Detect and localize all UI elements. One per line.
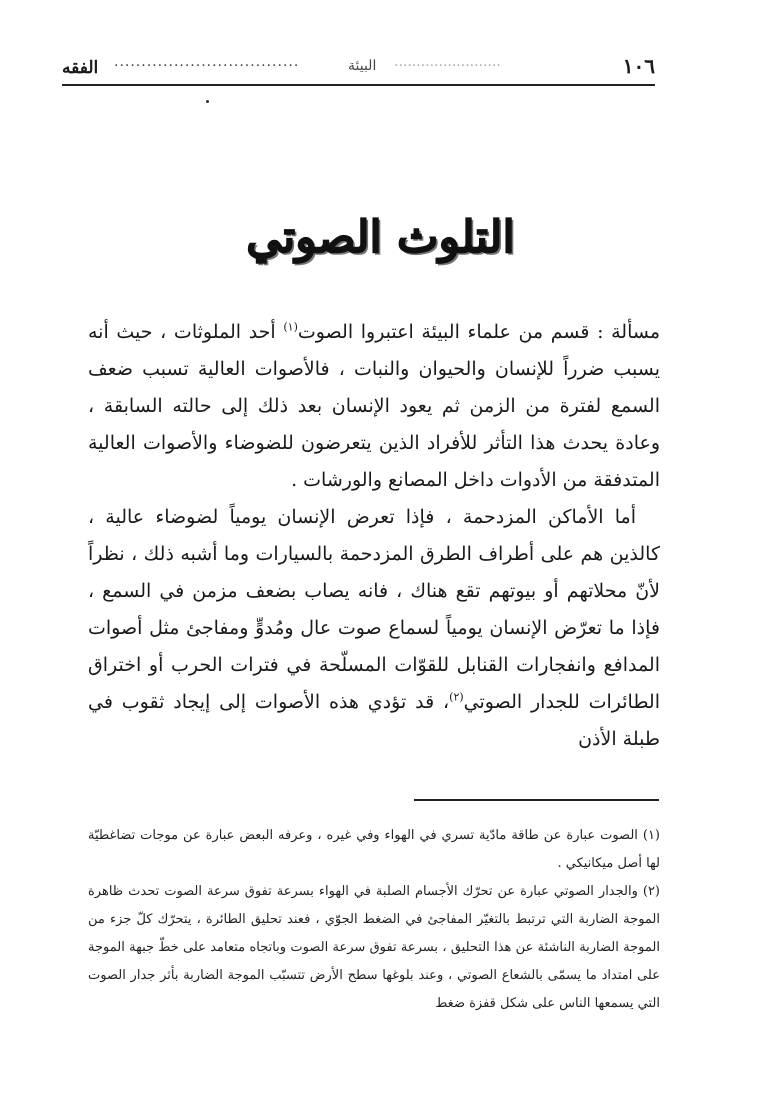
header-leader-dots: .................................. <box>114 54 300 70</box>
footnote-ref: (١) <box>283 320 298 334</box>
header-section: الفقه <box>62 58 99 78</box>
footnote-ref: (٢) <box>449 690 464 704</box>
footnotes <box>88 822 660 1018</box>
paragraph: أما الأماكن المزدحمة ، فإذا تعرض الإنسان يومياً لضوضاء عالية ، كالذين هم على أطراف الطرق المزدحمة بالسيارات وما أشبه ذلك ، نظراً لأنّ محلاتهم أو بيوتهم تقع هناك ، فانه يصاب بضعف مزمن في السمع ، فإذا ما تعرّض الإنسان يومياً لسماع صوت عال ومُدوٍّ ومفاجئ مثل أصوات المدافع وانفجارات القنابل للقوّات المسلّحة في فترات الحرب أو اختراق الطائرات للجدار الصوتي$^{(٢)}$، قد تؤدي هذه الأصوات إلى إيجاد ثقوب في طبلة الأذن <box>88 506 660 750</box>
header-leader-dots-right: ........................ <box>394 54 501 70</box>
header-rule <box>62 84 655 86</box>
chapter-title: التلوث الصوتي <box>246 212 515 263</box>
body-text <box>88 314 660 758</box>
header-book-title: البيئة <box>342 58 382 74</box>
page-header <box>62 56 655 82</box>
footnote: (١) الصوت عبارة عن طاقة مادّية تسري في الهواء وفي غيره ، وعرفه البعض عبارة عن موجات تضاغطيّة لها أصل ميكانيكي . <box>88 828 660 871</box>
print-speck <box>206 100 209 103</box>
paragraph: مسألة : قسم من علماء البيئة اعتبروا الصوت$^{(١)}$ أحد الملوثات ، حيث أنه يسبب ضرراً للإنسان والحيوان والنبات ، فالأصوات العالية تسبب ضعف السمع لفترة من الزمن ثم يعود الإنسان بعد ذلك إلى حالته السابقة ، وعادة يحدث هذا التأثر للأفراد الذين يتعرضون للضوضاء والأصوات العالية المتدفقة من الأدوات داخل المصانع والورشات . <box>88 320 660 491</box>
footnote: (٢) والجدار الصوتي عبارة عن تحرّك الأجسام الصلبة في الهواء بسرعة تفوق سرعة الصوت تحدث ظاهرة الموجة الضاربة التي ترتبط بالتغيّر المفاجئ في الضغط الجوّي ، فعند تحليق الطائرة ، يتحرّك كلّ جزء من الموجة الضاربة الناشئة عن هذا التحليق ، بسرعة تفوق سرعة الصوت وباتجاه متعامد على خطّ جبهة الموجة على امتداد ما يسمّى بالشعاع الصوتي ، وعند بلوغها سطح الأرض تتسبّب الموجة الضاربة بأثر جدار الصوت التي يسمعها الناس على شكل قفزة ضغط <box>88 884 660 1011</box>
footnote-rule <box>414 799 659 801</box>
page-number: ١٠٦ <box>622 54 655 78</box>
